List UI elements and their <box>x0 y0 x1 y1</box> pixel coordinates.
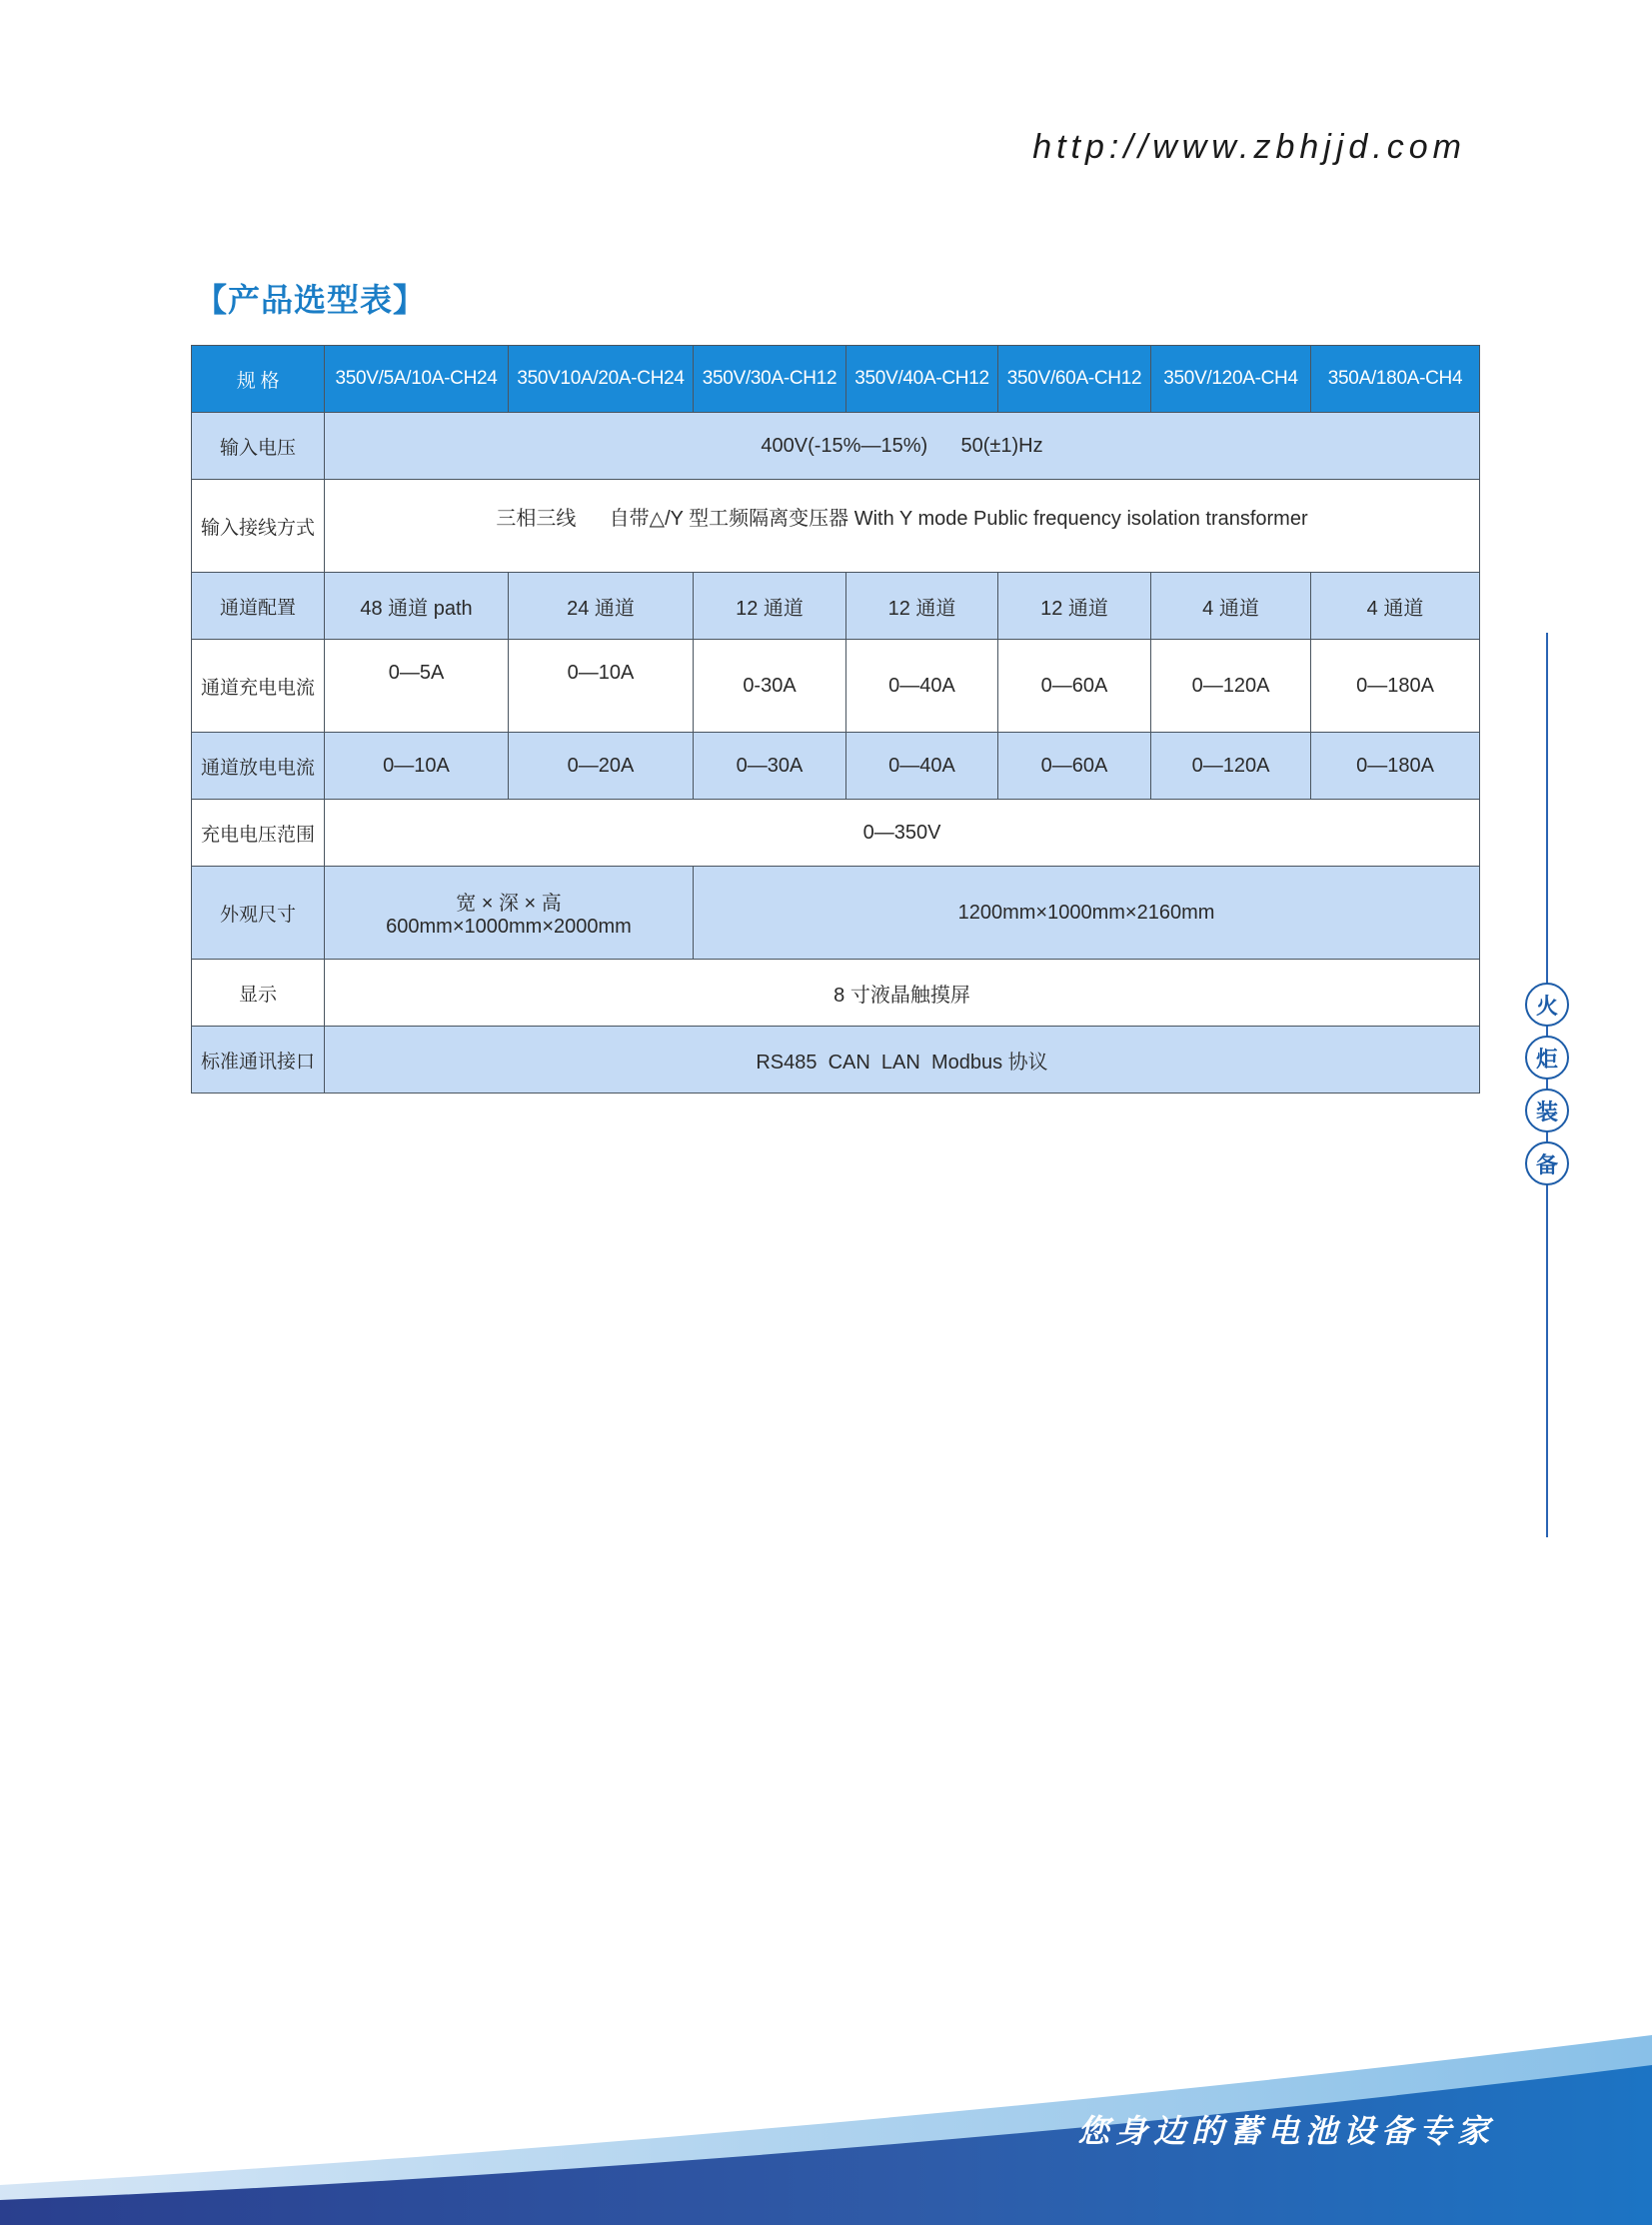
charge-current-cell: 0—180A <box>1311 640 1480 733</box>
charge-current-cell: 0—40A <box>846 640 998 733</box>
brand-badge: 备 <box>1525 1141 1569 1185</box>
discharge-current-cell: 0—40A <box>846 733 998 800</box>
charge-current-cell: 0—5A <box>325 640 509 733</box>
channel-cell: 24 通道 <box>509 573 694 640</box>
row-label: 通道充电电流 <box>192 640 325 733</box>
charge-voltage-value: 0—350V <box>325 800 1480 867</box>
row-discharge-current <box>192 733 1480 800</box>
channel-cell: 12 通道 <box>846 573 998 640</box>
brand-badge: 装 <box>1525 1089 1569 1132</box>
header-cell-model: 350A/180A-CH4 <box>1311 346 1480 413</box>
dimensions-header: 宽 × 深 × 高 <box>456 893 562 915</box>
header-cell-spec: 规 格 <box>192 346 325 413</box>
header-cell-model: 350V/30A-CH12 <box>694 346 846 413</box>
row-input-wiring <box>192 480 1480 573</box>
row-charge-voltage <box>192 800 1480 867</box>
brand-badge: 火 <box>1525 983 1569 1027</box>
footer-wave-graphic <box>0 1985 1652 2225</box>
channel-cell: 4 通道 <box>1311 573 1480 640</box>
row-label: 输入电压 <box>192 413 325 480</box>
discharge-current-cell: 0—30A <box>694 733 846 800</box>
side-brand-badges <box>1525 983 1569 1185</box>
section-title: 【产品选型表】 <box>195 281 427 319</box>
row-dimensions <box>192 867 1480 960</box>
discharge-current-cell: 0—120A <box>1151 733 1311 800</box>
row-label: 通道配置 <box>192 573 325 640</box>
row-label: 显示 <box>192 960 325 1027</box>
row-label: 外观尺寸 <box>192 867 325 960</box>
charge-current-cell: 0—10A <box>509 640 694 733</box>
channel-cell: 12 通道 <box>998 573 1151 640</box>
dimensions-small-cell <box>325 867 694 960</box>
row-label: 通道放电电流 <box>192 733 325 800</box>
charge-current-cell: 0-30A <box>694 640 846 733</box>
channel-cell: 48 通道 path <box>325 573 509 640</box>
product-selection-table <box>191 345 1480 1094</box>
table-header-row <box>192 346 1480 413</box>
discharge-current-cell: 0—10A <box>325 733 509 800</box>
charge-current-cell: 0—60A <box>998 640 1151 733</box>
footer-slogan: 您身边的蓄电池设备专家 <box>1076 2112 1495 2150</box>
row-channels <box>192 573 1480 640</box>
header-cell-model: 350V/120A-CH4 <box>1151 346 1311 413</box>
row-display <box>192 960 1480 1027</box>
display-value: 8 寸液晶触摸屏 <box>325 960 1480 1027</box>
row-charge-current <box>192 640 1480 733</box>
channel-cell: 12 通道 <box>694 573 846 640</box>
dimensions-small-value: 600mm×1000mm×2000mm <box>386 916 632 938</box>
website-url: http://www.zbhjjd.com <box>1032 128 1466 166</box>
row-label: 充电电压范围 <box>192 800 325 867</box>
row-label: 输入接线方式 <box>192 480 325 573</box>
input-voltage-value: 400V(-15%—15%) 50(±1)Hz <box>325 413 1480 480</box>
dimensions-large-value: 1200mm×1000mm×2160mm <box>694 867 1480 960</box>
header-cell-model: 350V/40A-CH12 <box>846 346 998 413</box>
discharge-current-cell: 0—180A <box>1311 733 1480 800</box>
row-input-voltage <box>192 413 1480 480</box>
channel-cell: 4 通道 <box>1151 573 1311 640</box>
header-cell-model: 350V10A/20A-CH24 <box>509 346 694 413</box>
header-cell-model: 350V/60A-CH12 <box>998 346 1151 413</box>
input-wiring-value: 三相三线 自带△/Y 型工频隔离变压器 With Y mode Public frequency isolation transformer <box>325 480 1480 573</box>
row-label: 标准通讯接口 <box>192 1027 325 1094</box>
discharge-current-cell: 0—60A <box>998 733 1151 800</box>
charge-current-cell: 0—120A <box>1151 640 1311 733</box>
row-comm <box>192 1027 1480 1094</box>
discharge-current-cell: 0—20A <box>509 733 694 800</box>
brand-badge: 炬 <box>1525 1036 1569 1080</box>
header-cell-model: 350V/5A/10A-CH24 <box>325 346 509 413</box>
comm-value: RS485 CAN LAN Modbus 协议 <box>325 1027 1480 1094</box>
